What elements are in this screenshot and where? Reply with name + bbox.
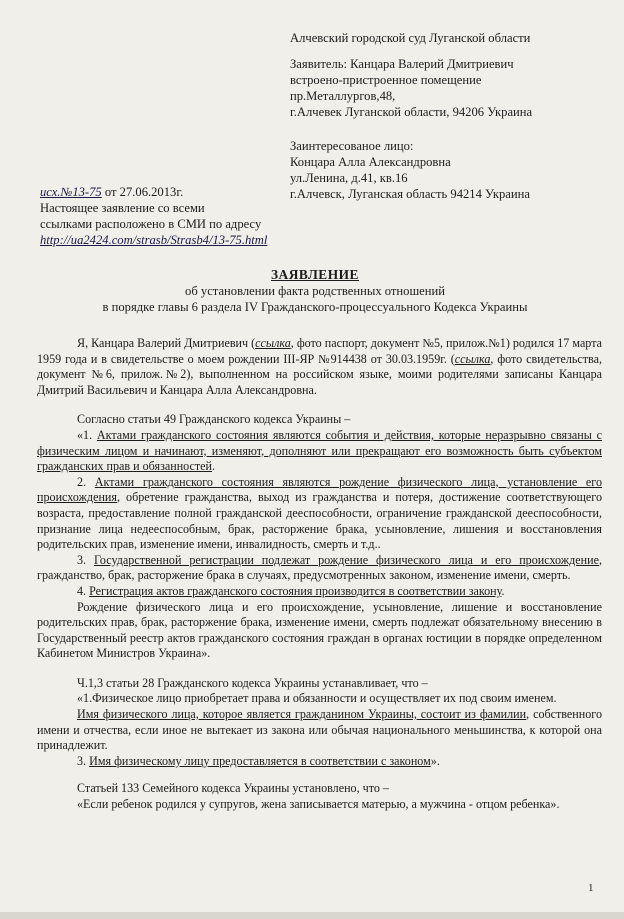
paragraph: Ч.1,3 статьи 28 Гражданского кодекса Украины устанавливает, что – xyxy=(77,675,428,690)
applicant-line: пр.Металлургов,48, xyxy=(290,89,396,103)
applicant-line: г.Алчевек Луганской области, 94206 Украина xyxy=(290,105,533,119)
paragraph: Рождение физического лица и его происхождение, усыновление, лишение и восстановление родительских прав, брак, расторжение брака, изменение имени, смерть подлежат обязательному внесению в Государственный реестр актов гражданского состояния граждан в органах юстиции в порядке определенном Кабинетом Министров Украина». xyxy=(37,599,602,661)
interested-line: г.Алчевск, Луганская область 94214 Украина xyxy=(290,187,530,201)
paragraph: Согласно статьи 49 Гражданского кодекса Украины – xyxy=(77,412,351,427)
statement-title-block xyxy=(30,267,600,315)
paragraph: 2. Актами гражданского состояния являются рождение физического лица, установление его происхождения, обретение гражданства, выход из гражданства и потеря, достижение соответствующего возраста, предоставление полной гражданской дееспособности, ограничение гражданской дееспособности, признание лица недееспособным, брак, расторжение брака, усыновление, лишения и восстановления родительских прав, изменение имени, инвалидность, смерть и т.д.. xyxy=(37,474,602,552)
statement-body xyxy=(37,336,602,813)
note-line: Настоящее заявление со всеми xyxy=(40,201,205,215)
paragraph: Статьей 133 Семейного кодекса Украины установлено, что – xyxy=(77,781,389,796)
reference-link[interactable]: ссылка xyxy=(255,336,291,350)
media-link[interactable]: http://ua2424.com/strasb/Strasb4/13-75.html xyxy=(40,233,268,247)
note-line: ссылками расположено в СМИ по адресу xyxy=(40,217,262,231)
outgoing-reference xyxy=(40,184,340,248)
interested-line: ул.Ленина, д.41, кв.16 xyxy=(290,171,408,185)
paragraph: «1. Актами гражданского состояния являются события и действия, которые неразрывно связаны с физическим лицом и начинают, изменяют, дополняют или прекращают его возможность быть субъектом гражданских прав и обязанностей. xyxy=(37,427,603,474)
reference-link[interactable]: ссылка xyxy=(454,351,491,366)
addressee-block xyxy=(290,30,610,202)
court-name: Алчевский городской суд Луганской области xyxy=(290,31,531,45)
page-number: 1 xyxy=(588,882,594,894)
paragraph: 3. Государственной регистрации подлежат рождение физического лица и его происхождение, гражданство, брак, расторжение брака в случаях, предусмотренных законом, изменение имени, смерть. xyxy=(37,552,602,583)
statement-subject: об установлении факта родственных отношений xyxy=(185,284,445,298)
interested-line: Концара Алла Александровна xyxy=(290,155,451,169)
statement-heading: ЗАЯВЛЕНИЕ xyxy=(270,267,359,282)
paragraph: 3. Имя физическому лицу предоставляется в соответствии с законом». xyxy=(77,753,440,768)
paragraph: Я, Канцара Валерий Дмитриевич (ссылка, фото паспорт, документ №5, прилож.№1) родился 17 марта 1959 года и в свидетельстве о моем рождении III-ЯР №914438 от 30.03.1959г. (ссылка, фото свидетельства, документ №6, прилож.№2), выполненном на российском языке, моими родителями записаны Канцара Дмитрий Васильевич и Канцара Алла Александровна. xyxy=(37,336,602,397)
paragraph: «1.Физическое лицо приобретает права и обязанности и осуществляет их под своим именем. xyxy=(77,691,557,706)
paragraph: «Если ребенок родился у супругов, жена записывается матерью, а мужчина - отцом ребенка». xyxy=(77,797,560,812)
outgoing-date: от 27.06.2013г. xyxy=(101,185,184,199)
paragraph: Имя физического лица, которое является гражданином Украины, состоит из фамилии, собственного имени и отчества, если иное не вытекает из закона или обычая национального меньшинства, к которой она принадлежит. xyxy=(37,707,602,753)
interested-line: Заинтересованое лицо: xyxy=(290,139,414,153)
paragraph: 4. Регистрация актов гражданского состояния производится в соответствии закону. xyxy=(77,583,505,598)
page-edge xyxy=(0,912,624,919)
statement-procedure: в порядке главы 6 раздела IV Гражданского-процессуального Кодекса Украины xyxy=(102,300,528,314)
applicant-line: Заявитель: Канцара Валерий Дмитриевич xyxy=(290,57,514,71)
applicant-line: встроено-пристроенное помещение xyxy=(290,73,482,87)
outgoing-number: исх.№13-75 xyxy=(40,185,102,199)
